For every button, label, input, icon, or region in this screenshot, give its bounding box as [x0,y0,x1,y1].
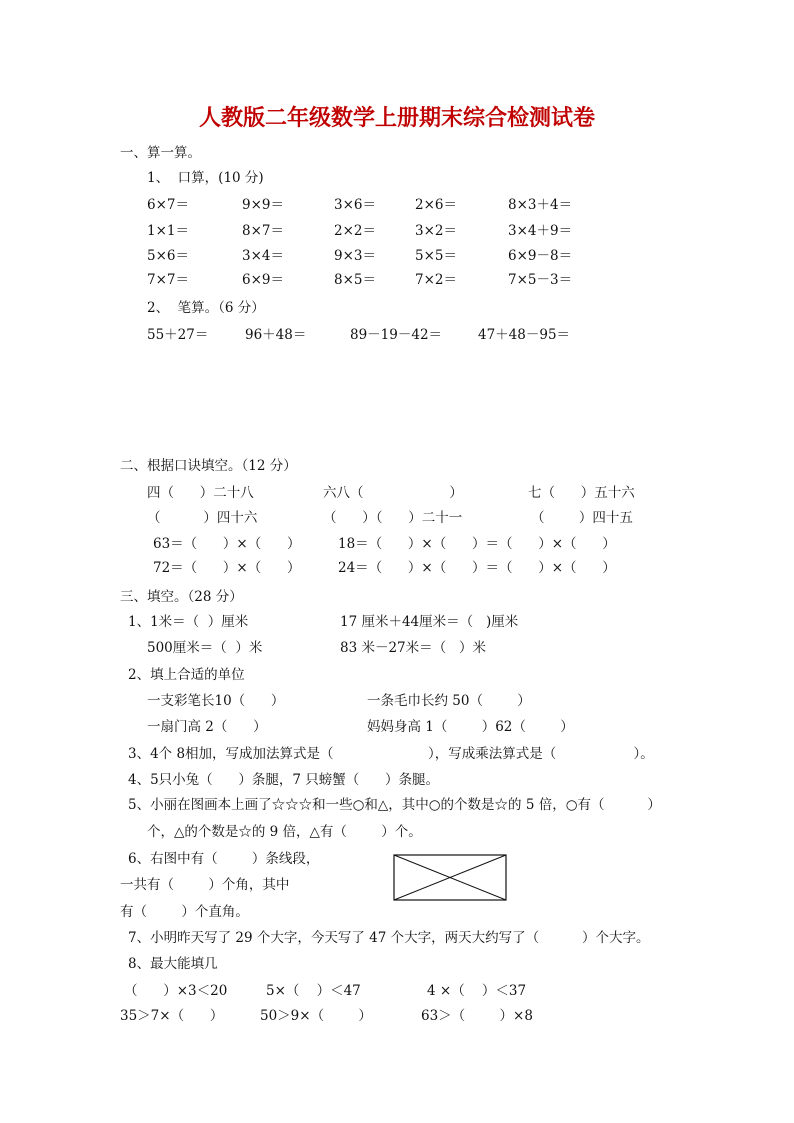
problem: 6×9＝ [242,272,284,288]
question: 有（ ）个直角。 [120,904,249,920]
question: 3、4个 8相加，写成加法算式是（ ），写成乘法算式是（ ）。 [128,746,654,762]
problem: 5×6＝ [147,248,189,264]
problem: 8×7＝ [242,223,284,239]
fill-blank: （ ）×3＜20 [124,983,228,999]
fill-blank: 七（ ）五十六 [528,485,635,501]
question: 6、右图中有（ ）条线段， [128,851,320,867]
page-title: 人教版二年级数学上册期末综合检测试卷 [198,105,595,131]
fill-blank: 一支彩笔长10（ ） [147,693,285,709]
question: 7、小明昨天写了 29 个大字，今天写了 47 个大字，两天大约写了（ ）个大字。 [128,930,650,946]
fill-blank: 17 厘米＋44厘米＝（ )厘米 [340,614,519,630]
problem: 2×2＝ [334,223,376,239]
question-label: 2、填上合适的单位 [128,667,245,683]
fill-blank: 18＝（ ）×（ ）＝（ ）×（ ） [338,536,616,552]
fill-blank: 四（ ）二十八 [147,485,254,501]
problem: 9×3＝ [334,248,376,264]
fill-blank: 1、1米＝（ ）厘米 [128,614,249,630]
question: 4、5只小兔（ ）条腿，7 只螃蟹（ ）条腿。 [128,772,440,788]
fill-blank: 63＞（ ）×8 [421,1008,533,1024]
fill-blank: 4 ×（ ）＜37 [427,983,527,999]
question: 一共有（ ）个角，其中 [120,877,290,893]
problem: 8×5＝ [334,272,376,288]
question: 5、小丽在图画本上画了☆☆☆和一些○和△，其中○的个数是☆的 5 倍，○有（ ） [128,797,661,813]
problem: 3×2＝ [415,223,457,239]
fill-blank: 63＝（ ）×（ ） [153,536,301,552]
problem: 8×3＋4＝ [508,197,573,213]
problem: 6×9－8＝ [508,248,573,264]
problem: 3×4＋9＝ [508,223,573,239]
fill-blank: 24＝（ ）×（ ）＝（ ）×（ ） [338,560,616,576]
rectangle-with-diagonals-icon [393,854,509,904]
fill-blank: 500厘米＝（ ）米 [147,640,263,656]
fill-blank: （ ）（ ）二十一 [323,510,463,526]
fill-blank: 一条毛巾长约 50（ ） [367,693,531,709]
question-label: 8、最大能填几 [128,956,218,972]
fill-blank: 一扇门高 2（ ） [147,719,267,735]
fill-blank: 83 米－27米＝（ ）米 [340,640,487,656]
problem: 6×7＝ [147,197,189,213]
problem: 47＋48－95＝ [478,327,571,343]
problem: 1×1＝ [147,223,189,239]
problem: 7×7＝ [147,272,189,288]
kousuan-label: 1、 口算，(10 分) [147,170,264,186]
problem: 96＋48＝ [245,327,307,343]
section-2-heading: 二、根据口诀填空。（12 分） [120,458,297,474]
fill-blank: 六八（ ） [323,485,463,501]
problem: 89－19－42＝ [350,327,443,343]
problem: 3×4＝ [242,248,284,264]
problem: 5×5＝ [415,248,457,264]
problem: 7×2＝ [415,272,457,288]
section-1-heading: 一、算一算。 [120,145,201,161]
problem: 7×5－3＝ [508,272,573,288]
fill-blank: 妈妈身高 1（ ）62（ ） [367,719,574,735]
problem: 55＋27＝ [147,327,209,343]
question: 个，△的个数是☆的 9 倍，△有（ ）个。 [147,824,422,840]
bisuan-label: 2、 笔算。（6 分） [147,300,265,316]
fill-blank: （ ）四十五 [531,510,633,526]
problem: 9×9＝ [242,197,284,213]
problem: 2×6＝ [415,197,457,213]
fill-blank: 50＞9×（ ） [260,1008,372,1024]
fill-blank: 35＞7×（ ） [120,1008,224,1024]
fill-blank: （ ）四十六 [147,510,258,526]
section-3-heading: 三、填空。（28 分） [120,589,243,605]
fill-blank: 5×（ ）＜47 [266,983,361,999]
fill-blank: 72＝（ ）×（ ） [153,560,301,576]
problem: 3×6＝ [334,197,376,213]
